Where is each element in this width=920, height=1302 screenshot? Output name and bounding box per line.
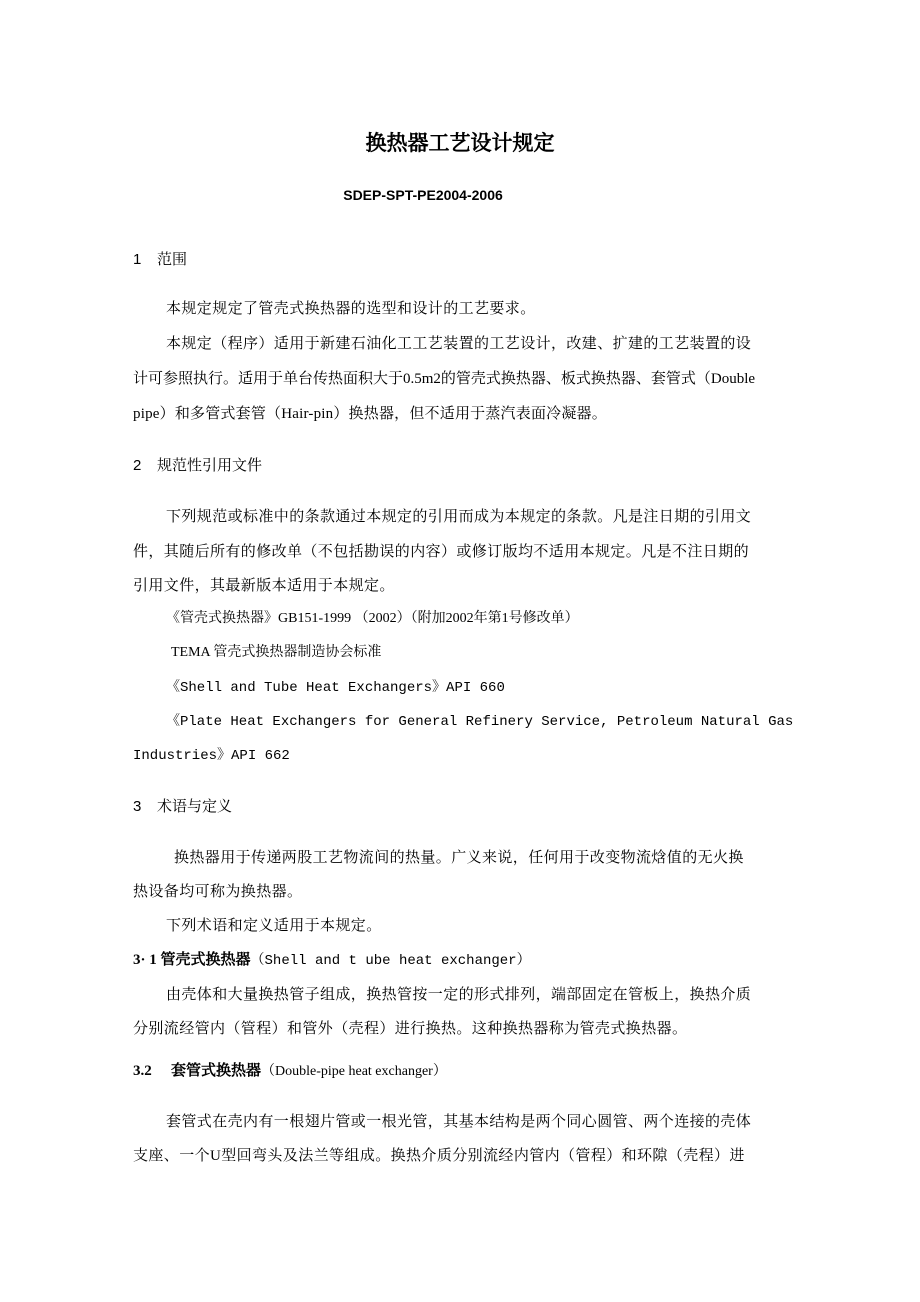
paragraph-line: 下列术语和定义适用于本规定。: [166, 918, 382, 934]
section-3-heading: [133, 795, 232, 816]
paragraph-line: pipe）和多管式套管（Hair-pin）换热器，但不适用于蒸汽表面冷凝器。: [133, 406, 607, 422]
paragraph-line: 分别流经管内（管程）和管外（壳程）进行换热。这种换热器称为管壳式换热器。: [133, 1021, 688, 1037]
term-english: （Double-pipe heat exchanger）: [261, 1064, 447, 1079]
reference-item: TEMA 管壳式换热器制造协会标准: [171, 645, 382, 660]
section-number: 3: [133, 798, 142, 815]
paragraph-line: 换热器用于传递两股工艺物流间的热量。广义来说，任何用于改变物流焓值的无火换: [174, 850, 744, 866]
section-number: 1: [133, 251, 142, 268]
section-2-heading: [133, 454, 262, 475]
reference-item: 《管壳式换热器》GB151-1999 （2002）（附加2002年第1号修改单）: [166, 611, 579, 626]
section-title: 规范性引用文件: [157, 457, 263, 474]
document-code: SDEP-SPT-PE2004-2006: [343, 187, 503, 203]
paragraph-line: 计可参照执行。适用于单台传热面积大于0.5m2的管壳式换热器、板式换热器、套管式（Double: [133, 371, 756, 387]
term-english: （Shell and t ube heat exchanger）: [250, 953, 531, 969]
reference-item-continued: Industries》API 662: [133, 748, 290, 764]
paragraph-line: 下列规范或标准中的条款通过本规定的引用而成为本规定的条款。凡是注日期的引用文: [166, 509, 752, 525]
section-title: 范围: [157, 251, 188, 268]
paragraph-line: 由壳体和大量换热管子组成，换热管按一定的形式排列，端部固定在管板上，换热介质: [166, 987, 752, 1003]
paragraph-line: 套管式在壳内有一根翅片管或一根光管，其基本结构是两个同心圆管、两个连接的壳体: [166, 1114, 752, 1130]
term-name: 套管式换热器: [171, 1063, 262, 1079]
reference-item: 《Plate Heat Exchangers for General Refinery Service, Petroleum Natural Gas: [166, 714, 794, 730]
paragraph-line: 本规定（程序）适用于新建石油化工工艺装置的工艺设计，改建、扩建的工艺装置的设: [166, 336, 752, 352]
section-title: 术语与定义: [157, 798, 233, 815]
term-name: 管壳式换热器: [160, 952, 251, 968]
paragraph-line: 件，其随后所有的修改单（不包括勘误的内容）或修订版均不适用本规定。凡是不注日期的: [133, 544, 750, 560]
term-3-1-heading: [133, 948, 531, 969]
section-1-heading: [133, 248, 187, 269]
paragraph-line: 热设备均可称为换热器。: [133, 884, 303, 900]
reference-item: 《Shell and Tube Heat Exchangers》API 660: [166, 680, 505, 696]
paragraph-line: 支座、一个U型回弯头及法兰等组成。换热介质分别流经内管内（管程）和环隙（壳程）进: [133, 1148, 745, 1164]
term-number: 3· 1: [133, 952, 157, 968]
document-title: 换热器工艺设计规定: [365, 132, 555, 155]
section-number: 2: [133, 457, 142, 474]
term-3-2-heading: [133, 1059, 447, 1080]
paragraph-line: 引用文件，其最新版本适用于本规定。: [133, 578, 395, 594]
paragraph-line: 本规定规定了管壳式换热器的选型和设计的工艺要求。: [166, 301, 536, 317]
term-number: 3.2: [133, 1063, 152, 1079]
